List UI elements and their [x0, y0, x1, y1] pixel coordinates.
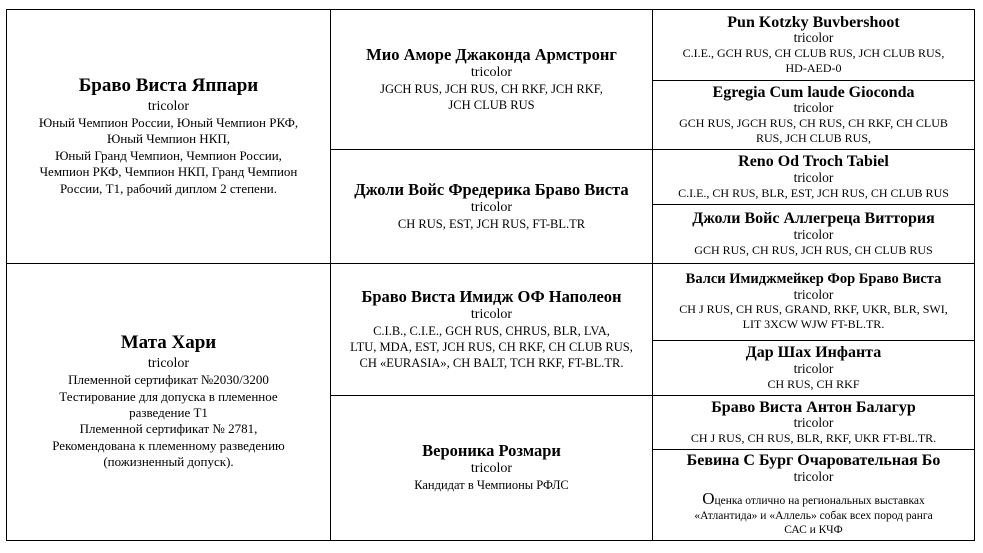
ggp2-cell	[653, 81, 974, 149]
ggp8-cell	[653, 450, 974, 540]
sire-name: Браво Виста Яппари	[78, 75, 259, 97]
ggp7-titles: CH J RUS, CH RUS, BLR, RKF, UKR FT-BL.TR.	[690, 431, 937, 446]
sire-dam-color: tricolor	[470, 199, 513, 215]
dam-dam-titles: Кандидат в Чемпионы РФЛС	[414, 478, 569, 493]
sire-sire-cell	[331, 10, 652, 149]
ggp8-name: Бевина С Бург Очаровательная Бо	[686, 452, 941, 470]
ggp5-cell	[653, 264, 974, 340]
dam-cell	[7, 264, 330, 540]
ggp6-cell	[653, 341, 974, 395]
ggp4-color: tricolor	[793, 226, 834, 242]
ggp4-name: Джоли Войс Аллегреца Виттория	[692, 210, 935, 228]
sire-dam-cell	[331, 150, 652, 263]
ggp1-titles: C.I.E., GCH RUS, CH CLUB RUS, JCH CLUB RUS, HD-AED-0	[682, 46, 945, 76]
ggp1-cell	[653, 10, 974, 80]
dam-sire-name: Браво Виста Имидж ОФ Наполеон	[361, 286, 622, 306]
ggp3-titles: C.I.E., CH RUS, BLR, EST, JCH RUS, CH CLUB RUS	[678, 185, 949, 200]
dam-sire-cell	[331, 264, 652, 395]
ggp3-color: tricolor	[793, 169, 834, 185]
ggp2-color: tricolor	[793, 100, 834, 116]
dam-dam-cell	[331, 396, 652, 540]
ggp3-cell	[653, 150, 974, 204]
sire-dam-name: Джоли Войс Фредерика Браво Виста	[354, 179, 629, 199]
sire-dam-titles: CH RUS, EST, JCH RUS, FT-BL.TR	[397, 216, 586, 231]
sire-sire-color: tricolor	[470, 64, 513, 80]
sire-color: tricolor	[147, 98, 190, 114]
ggp5-titles: CH J RUS, CH RUS, GRAND, RKF, UKR, BLR, SWI, LIT 3XCW WJW FT-BL.TR.	[679, 302, 948, 332]
ggp5-color: tricolor	[793, 286, 834, 302]
ggp7-color: tricolor	[793, 415, 834, 431]
dam-color: tricolor	[147, 356, 190, 372]
ggp6-name: Дар Шах Инфанта	[745, 344, 882, 362]
ggp6-titles: CH RUS, CH RKF	[767, 376, 860, 391]
ggp7-cell	[653, 396, 974, 449]
dam-sire-titles: C.I.B., C.I.E., GCH RUS, CHRUS, BLR, LVA, LTU, MDA, EST, JCH RUS, CH RKF, CH CLUB RUS, CH «EURASIA», CH BALT, TCH RKF, FT-BL.TR.	[350, 323, 633, 371]
ggp8-color: tricolor	[793, 468, 834, 484]
ggp1-color: tricolor	[793, 30, 834, 46]
sire-titles: Юный Чемпион России, Юный Чемпион РКФ, Юный Чемпион НКП, Юный Гранд Чемпион, Чемпион России, Чемпион РКФ, Чемпион НКП, Гранд Чемпион России, Т1, рабочий диплом 2 степени.	[38, 115, 299, 196]
sire-sire-name: Мио Аморе Джаконда Армстронг	[366, 44, 617, 64]
dam-name: Мата Хари	[120, 332, 217, 354]
sire-cell	[7, 10, 330, 263]
dam-dam-color: tricolor	[470, 461, 513, 477]
ggp8-titles-initial: О	[702, 488, 715, 508]
ggp2-name: Egregia Cum laude Gioconda	[712, 83, 915, 101]
ggp8-titles: Оценка отлично на региональных выставках «Атлантида» и «Аллель» собак всех пород ранга САС и КЧФ	[694, 488, 933, 537]
ggp4-cell	[653, 205, 974, 263]
dam-dam-name: Вероника Розмари	[422, 441, 561, 461]
dam-sire-color: tricolor	[470, 306, 513, 322]
ggp7-name: Браво Виста Антон Балагур	[711, 398, 916, 416]
dam-titles: Племенной сертификат №2030/3200 Тестирование для допуска в племенное разведение Т1 Племенной сертификат № 2781, Рекомендована к племенному разведению (пожизненный допуск).	[52, 372, 285, 470]
ggp3-name: Reno Od Troch Tabiel	[738, 153, 889, 171]
pedigree-table	[6, 9, 975, 541]
sire-sire-titles: JGCH RUS, JCH RUS, CH RKF, JCH RKF, JCH CLUB RUS	[380, 81, 603, 113]
ggp4-titles: GCH RUS, CH RUS, JCH RUS, CH CLUB RUS	[694, 242, 933, 257]
ggp5-name: Валси Имиджмейкер Фор Браво Виста	[685, 270, 942, 287]
ggp1-name: Pun Kotzky Buvbershoot	[727, 13, 900, 31]
ggp6-color: tricolor	[793, 360, 834, 376]
ggp2-titles: GCH RUS, JGCH RUS, CH RUS, CH RKF, CH CLUB RUS, JCH CLUB RUS,	[679, 116, 948, 146]
